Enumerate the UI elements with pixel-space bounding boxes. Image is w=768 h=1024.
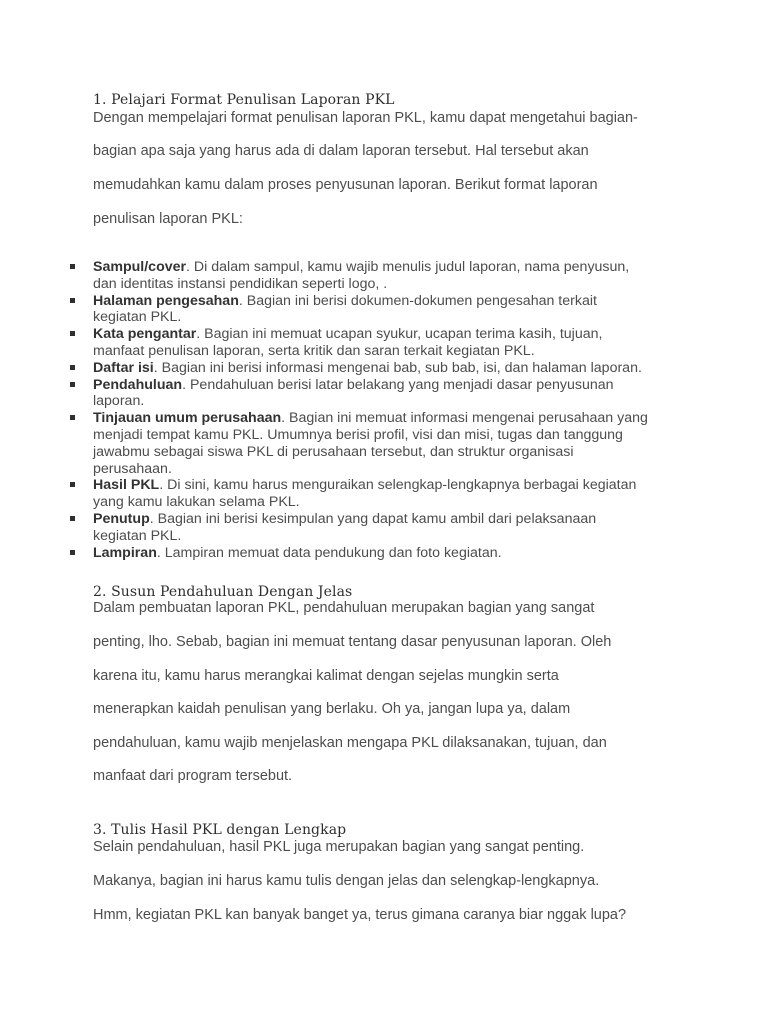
section-2-line: Dalam pembuatan laporan PKL, pendahuluan merupakan bagian yang sangat: [93, 600, 595, 616]
list-item: [0, 511, 653, 545]
list-item-term: Halaman pengesahan: [93, 292, 239, 309]
list-item: [0, 259, 653, 293]
section-2-line: manfaat dari program tersebut.: [93, 768, 293, 784]
report-format-list: [0, 259, 768, 561]
section-3-heading: 3. Tulis Hasil PKL dengan Lengkap: [93, 822, 347, 838]
bullet-marker-icon: [70, 264, 75, 269]
section-1-heading: 1. Pelajari Format Penulisan Laporan PKL: [93, 92, 395, 108]
list-item-text: . Bagian ini berisi dokumen-dokumen pengesahan terkait kegiatan PKL.: [93, 292, 597, 326]
list-item: [0, 410, 653, 477]
list-item-term: Daftar isi: [93, 359, 154, 376]
list-item-text: . Pendahuluan berisi latar belakang yang menjadi dasar penyusunan laporan.: [93, 376, 614, 410]
bullet-marker-icon: [70, 365, 75, 370]
bullet-marker-icon: [70, 331, 75, 336]
bullet-marker-icon: [70, 482, 75, 487]
list-item: [0, 545, 653, 562]
list-item-text: . Bagian ini memuat informasi mengenai perusahaan yang menjadi tempat kamu PKL. Umumnya berisi profil, visi dan misi, tugas dan tanggung jawabmu sebagai siswa PKL di perusahaan tersebut, dan struktur organisasi perusahaan.: [93, 410, 648, 477]
list-item: [0, 360, 653, 377]
list-item-term: Pendahuluan: [93, 376, 183, 393]
list-item: [0, 326, 653, 360]
list-item-text: . Di sini, kamu harus menguraikan selengkap-lengkapnya berbagai kegiatan yang kamu lakukan selama PKL.: [93, 477, 637, 511]
list-item-term: Sampul/cover: [93, 259, 187, 275]
list-item: [0, 293, 653, 327]
list-item: [0, 377, 653, 411]
section-3-line: Makanya, bagian ini harus kamu tulis dengan jelas dan selengkap-lengkapnya.: [93, 873, 600, 889]
list-item-term: Hasil PKL: [93, 477, 160, 494]
bullet-marker-icon: [70, 298, 75, 303]
bullet-marker-icon: [70, 516, 75, 521]
section-2-heading: 2. Susun Pendahuluan Dengan Jelas: [93, 584, 353, 600]
section-2-line: penting, lho. Sebab, bagian ini memuat tentang dasar penyusunan laporan. Oleh: [93, 634, 612, 650]
section-2-line: pendahuluan, kamu wajib menjelaskan mengapa PKL dilaksanakan, tujuan, dan: [93, 735, 607, 751]
section-2-line: karena itu, kamu harus merangkai kalimat dengan sejelas mungkin serta: [93, 668, 559, 684]
bullet-marker-icon: [70, 550, 75, 555]
list-item-text: . Bagian ini memuat ucapan syukur, ucapan terima kasih, tujuan, manfaat penulisan laporan, serta kritik dan saran terkait kegiatan PKL.: [93, 326, 603, 359]
list-item-text: . Bagian ini berisi informasi mengenai bab, sub bab, isi, dan halaman laporan.: [153, 359, 642, 376]
bullet-marker-icon: [70, 382, 75, 387]
section-1-line: penulisan laporan PKL:: [93, 211, 243, 227]
list-item-text: . Bagian ini berisi kesimpulan yang dapat kamu ambil dari pelaksanaan kegiatan PKL.: [93, 510, 597, 544]
list-item-text: . Di dalam sampul, kamu wajib menulis judul laporan, nama penyusun, dan identitas instansi pendidikan seperti logo, .: [93, 259, 630, 292]
list-item: [0, 477, 653, 511]
section-1-line: bagian apa saja yang harus ada di dalam laporan tersebut. Hal tersebut akan: [93, 143, 589, 159]
list-item-term: Tinjauan umum perusahaan: [93, 410, 282, 427]
section-3-line: Selain pendahuluan, hasil PKL juga merupakan bagian yang sangat penting.: [93, 839, 585, 855]
list-item-term: Penutup: [93, 510, 150, 527]
section-2-line: menerapkan kaidah penulisan yang berlaku. Oh ya, jangan lupa ya, dalam: [93, 701, 571, 717]
list-item-term: Lampiran: [93, 544, 157, 561]
section-3-line: Hmm, kegiatan PKL kan banyak banget ya, terus gimana caranya biar nggak lupa?: [93, 907, 627, 923]
list-item-term: Kata pengantar: [93, 326, 197, 343]
section-1-line: memudahkan kamu dalam proses penyusunan laporan. Berikut format laporan: [93, 177, 598, 193]
section-1-line: Dengan mempelajari format penulisan laporan PKL, kamu dapat mengetahui bagian-: [93, 110, 638, 126]
list-item-text: . Lampiran memuat data pendukung dan foto kegiatan.: [156, 544, 502, 561]
bullet-marker-icon: [70, 415, 75, 420]
